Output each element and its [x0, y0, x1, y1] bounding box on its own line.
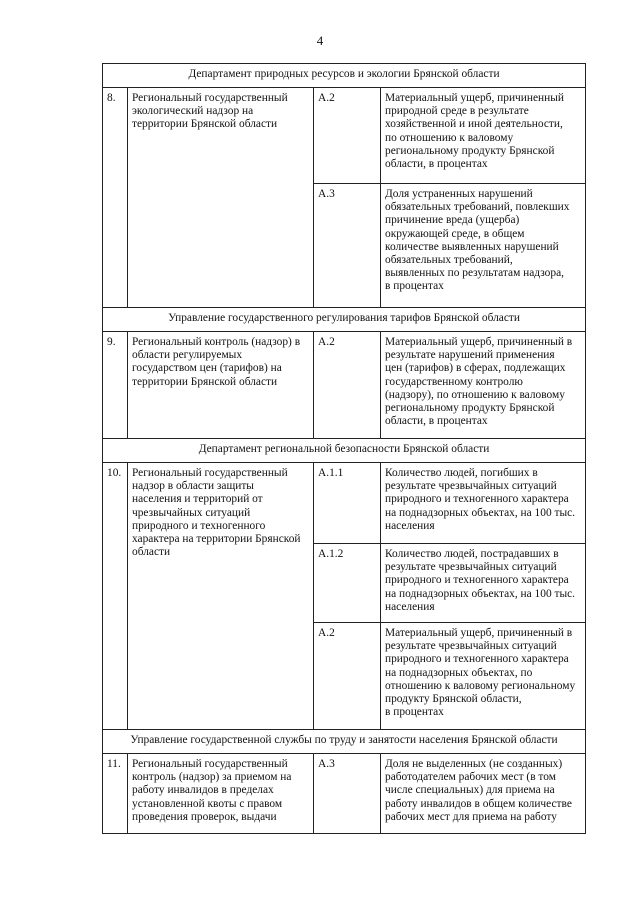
- entry-number: 8.: [103, 88, 128, 308]
- section-title: Управление государственного регулирования тарифов Брянской области: [103, 308, 586, 332]
- indicator-code: А.2: [314, 623, 381, 730]
- indicator-description: Количество людей, погибших в результате чрезвычайных ситуаций природного и техногенного характера на поднадзорных объектах, на 100 тыс. населения: [381, 463, 586, 544]
- table-row: [103, 754, 586, 834]
- indicator-code: А.3: [314, 184, 381, 308]
- control-type-name: Региональный контроль (надзор) в области регулируемых государством цен (тарифов) на территории Брянской области: [128, 332, 314, 439]
- indicator-code: А.1.2: [314, 544, 381, 623]
- indicator-description: Материальный ущерб, причиненный в результате чрезвычайных ситуаций природного и техногенного характера на поднадзорных объектах, по отношению к валовому региональному продукту Брянской области, в процентах: [381, 623, 586, 730]
- control-type-name: Региональный государственный экологический надзор на территории Брянской области: [128, 88, 314, 308]
- section-header-row: [103, 64, 586, 88]
- entry-number: 10.: [103, 463, 128, 730]
- section-title: Управление государственной службы по труду и занятости населения Брянской области: [103, 730, 586, 754]
- indicator-code: А.2: [314, 332, 381, 439]
- indicator-description: Материальный ущерб, причиненный в результате нарушений применения цен (тарифов) в сферах, подлежащих государственному контролю (надзору), по отношению к валовому региональному продукту Брянской области, в процентах: [381, 332, 586, 439]
- control-type-name: Региональный государственный надзор в области защиты населения и территорий от чрезвычайных ситуаций природного и техногенного характера на территории Брянской области: [128, 463, 314, 730]
- page-number: 4: [316, 33, 324, 48]
- indicator-code: А.2: [314, 88, 381, 184]
- section-header-row: [103, 308, 586, 332]
- control-type-name: Региональный государственный контроль (надзор) за приемом на работу инвалидов в пределах установленной квоты с правом проведения проверок, выдачи: [128, 754, 314, 834]
- table-row: [103, 88, 586, 184]
- entry-number: 11.: [103, 754, 128, 834]
- section-header-row: [103, 439, 586, 463]
- indicator-description: Доля устраненных нарушений обязательных требований, повлекших причинение вреда (ущерба) окружающей среде, в общем количестве выявленных нарушений обязательных требований, выявленных по результатам надзора, в процентах: [381, 184, 586, 308]
- table-row: [103, 332, 586, 439]
- table-row: [103, 463, 586, 544]
- entry-number: 9.: [103, 332, 128, 439]
- section-title: Департамент региональной безопасности Брянской области: [103, 439, 586, 463]
- section-title: Департамент природных ресурсов и экологии Брянской области: [103, 64, 586, 88]
- control-indicators-table: [102, 63, 586, 834]
- indicator-description: Материальный ущерб, причиненный природной среде в результате хозяйственной и иной деятельности, по отношению к валовому региональному продукту Брянской области, в процентах: [381, 88, 586, 184]
- indicator-description: Доля не выделенных (не созданных) работодателем рабочих мест (в том числе специальных) для приема на работу инвалидов в общем количестве рабочих мест для приема на работу: [381, 754, 586, 834]
- indicator-code: А.1.1: [314, 463, 381, 544]
- indicator-code: А.3: [314, 754, 381, 834]
- indicator-description: Количество людей, пострадавших в результате чрезвычайных ситуаций природного и техногенного характера на поднадзорных объектах, на 100 тыс. населения: [381, 544, 586, 623]
- section-header-row: [103, 730, 586, 754]
